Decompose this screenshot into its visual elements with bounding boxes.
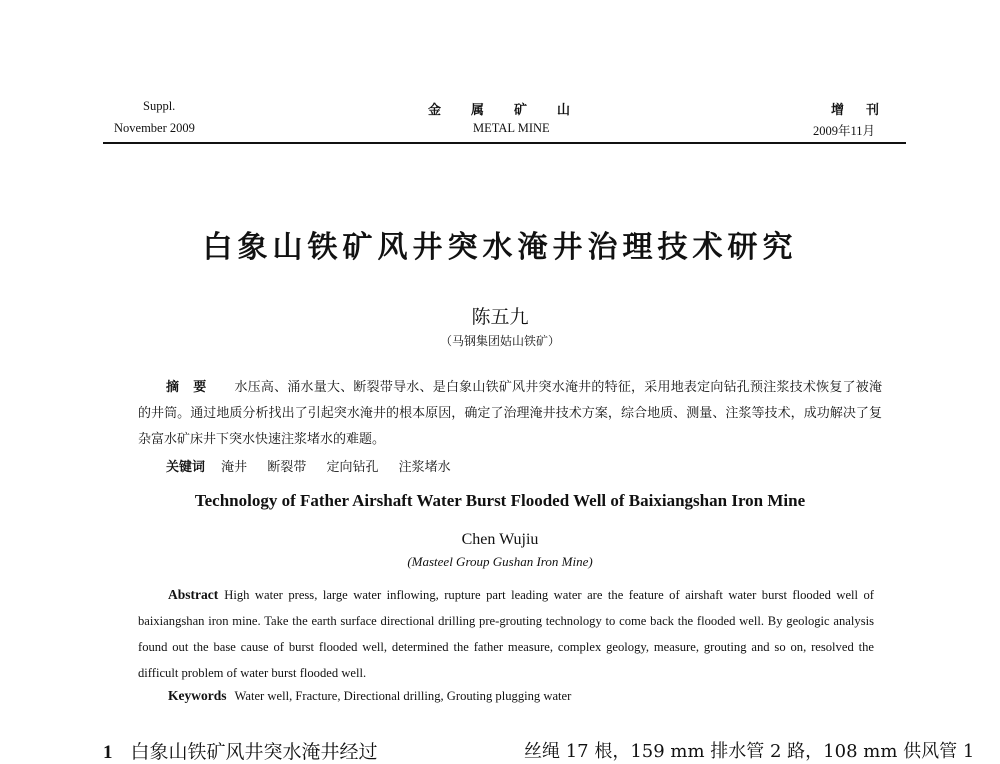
- author-zh: 陈五九: [471, 306, 529, 328]
- abstract-zh: [138, 375, 882, 453]
- affiliation-en: (Masteel Group Gushan Iron Mine): [407, 554, 593, 569]
- column2-text-line: 丝绳 17 根，159 mm 排水管 2 路，108 mm 供风管 1: [524, 741, 975, 762]
- keywords-en: [168, 688, 571, 704]
- abstract-zh-text: 水压高、涌水量大、断裂带导水、是白象山铁矿风井突水淹井的特征，采用地表定向钻孔预注浆技术恢复了被淹的井筒。通过地质分析找出了引起突水淹井的根本原因，确定了治理淹井技术方案，综合地质、测量、注浆等技术，成功解决了复杂富水矿床井下突水快速注浆堵水的难题。: [138, 380, 882, 447]
- keywords-en-label: Keywords: [168, 688, 227, 703]
- affiliation-zh: （马钢集团姑山铁矿）: [439, 334, 560, 348]
- paper-title-zh: 白象山铁矿风井突水淹井治理技术研究: [202, 230, 798, 265]
- header-date-zh: 2009年11月: [813, 124, 876, 138]
- keywords-zh: [166, 456, 467, 475]
- journal-name-zh: 金属矿山: [428, 103, 601, 118]
- header-suppl-zh: 增刊: [831, 103, 902, 118]
- author-en: Chen Wujiu: [461, 531, 539, 548]
- keywords-zh-label: 关键词: [166, 460, 206, 475]
- keyword-zh: 注浆堵水: [398, 460, 451, 475]
- keywords-en-text: Water well, Fracture, Directional drilling, Grouting plugging water: [234, 689, 572, 703]
- header-suppl: Suppl.: [143, 99, 176, 113]
- abstract-en-text: High water press, large water inflowing, rupture part leading water are the feature of airshaft water burst flooded well of baixiangshan iron mine. Take the earth surface directional drilling pre-grouting technology to come back the flooded well. By geologic analysis found out the base cause of burst flooded well, determined the father measure, complex geology, measure, grouting and so on, resolved the difficult problem of water burst flooded well.: [138, 588, 874, 680]
- paper-title-en: Technology of Father Airshaft Water Burst Flooded Well of Baixiangshan Iron Mine: [194, 491, 806, 510]
- abstract-en-label: Abstract: [168, 587, 219, 602]
- abstract-en: [138, 582, 874, 686]
- keyword-zh: 定向钻孔: [326, 460, 379, 475]
- keyword-zh: 淹井: [221, 460, 248, 475]
- section-number: 1: [103, 742, 113, 763]
- header-date-en: November 2009: [114, 121, 195, 135]
- keyword-zh: 断裂带: [267, 460, 307, 475]
- section-title: 白象山铁矿风井突水淹井经过: [130, 741, 378, 763]
- header-rule: [103, 142, 906, 144]
- journal-name-en: METAL MINE: [473, 121, 550, 135]
- abstract-zh-label: 摘要: [166, 380, 221, 395]
